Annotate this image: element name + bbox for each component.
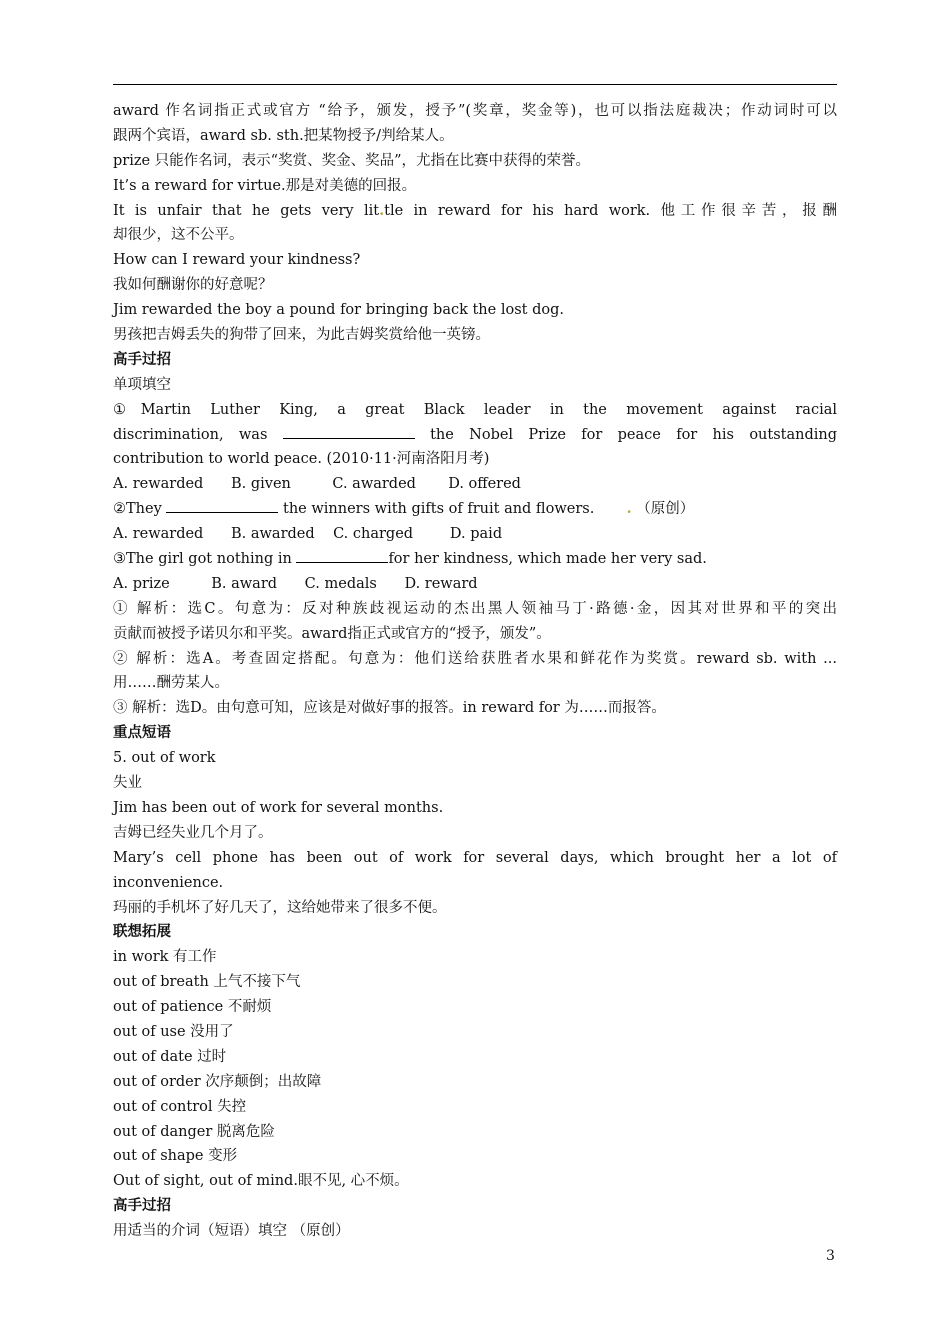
text-line: 失业: [113, 775, 142, 792]
question-line: [113, 547, 837, 572]
phrase-item: in work 有工作: [113, 949, 217, 966]
text-fragment: for her kindness, which made her very sad.: [388, 551, 707, 568]
page-body: [113, 99, 837, 1244]
answer-blank: [166, 498, 278, 513]
text-line: Jim rewarded the boy a pound for bringing back the lost dog.: [113, 302, 564, 319]
page-number: 3: [826, 1248, 835, 1264]
answer-options: A. rewarded B. given C. awarded D. offered: [113, 476, 521, 493]
answer-blank: [283, 424, 415, 439]
text-line: 玛丽的手机坏了好几天了，这给她带来了很多不便。: [113, 899, 447, 916]
analysis-line: ② 解析：选A。考查固定搭配。句意为：他们送给获胜者水果和鲜花作为奖赏。reward sb. with ...: [113, 650, 837, 667]
analysis-line: 用……酬劳某人。: [113, 675, 229, 692]
subsection-label: 单项填空: [113, 376, 171, 393]
text-line: Jim has been out of work for several months.: [113, 799, 444, 816]
text-fragment: It is unfair that he gets very lit: [113, 202, 380, 219]
text-line: How can I reward your kindness?: [113, 252, 361, 269]
section-heading: 联想拓展: [113, 923, 171, 941]
text-fragment: the winners with gifts of fruit and flowers.: [278, 501, 627, 518]
phrase-item: out of danger 脱离危险: [113, 1123, 275, 1140]
section-heading: 高手过招: [113, 350, 171, 368]
text-line: 却很少，这不公平。: [113, 227, 244, 244]
phrase-title: 5. out of work: [113, 750, 216, 767]
text-line: 男孩把吉姆丢失的狗带了回来，为此吉姆奖赏给他一英镑。: [113, 327, 490, 344]
text-fragment: tle in reward for his hard work. 他工作很辛苦，报酬: [384, 202, 837, 219]
phrase-item: out of order 次序颠倒；出故障: [113, 1073, 322, 1090]
question-line: [113, 423, 837, 448]
question-line: contribution to world peace. (2010·11·河南洛阳月考): [113, 451, 490, 468]
text-line: prize 只能作名词，表示“奖赏、奖金、奖品”，尤指在比赛中获得的荣誉。: [113, 152, 591, 169]
section-heading: 高手过招: [113, 1197, 171, 1215]
subsection-label: 用适当的介词（短语）填空 （原创）: [113, 1223, 350, 1240]
phrase-item: out of breath 上气不接下气: [113, 974, 301, 991]
answer-options: A. rewarded B. awarded C. charged D. paid: [113, 526, 503, 543]
analysis-line: 贡献而被授予诺贝尔和平奖。award指正式或官方的“授予，颁发”。: [113, 625, 551, 642]
answer-blank: [296, 548, 388, 563]
phrase-item: out of shape 变形: [113, 1148, 238, 1165]
phrase-item: out of patience 不耐烦: [113, 999, 272, 1016]
analysis-line: ① 解析：选C。句意为：反对种族歧视运动的杰出黑人领袖马丁·路德·金，因其对世界和平的突出: [113, 600, 837, 617]
answer-options: A. prize B. award C. medals D. reward: [113, 575, 478, 592]
analysis-line: ③ 解析：选D。由句意可知，应该是对做好事的报答。in reward for 为……而报答。: [113, 700, 666, 717]
text-fragment: ③The girl got nothing in: [113, 551, 297, 568]
text-line: It’s a reward for virtue.那是对美德的回报。: [113, 177, 417, 194]
text-fragment: discrimination, was: [113, 426, 283, 443]
text-line: Mary’s cell phone has been out of work for several days, which brought her a lot of: [113, 849, 837, 866]
text-line: [113, 199, 837, 224]
phrase-item: out of use 没用了: [113, 1023, 234, 1040]
text-line: 吉姆已经失业几个月了。: [113, 824, 273, 841]
question-line: ①Martin Luther King, a great Black leader in the movement against racial: [113, 401, 837, 418]
phrase-item: out of control 失控: [113, 1098, 247, 1115]
text-fragment: the Nobel Prize for peace for his outstanding: [414, 426, 837, 443]
mark-dot: .: [379, 201, 385, 219]
question-line: [113, 497, 837, 522]
text-line: 跟两个宾语，award sb. sth.把某物授予/判给某人。: [113, 127, 454, 144]
phrase-item: out of date 过时: [113, 1048, 227, 1065]
mark-dot: .: [626, 500, 632, 518]
text-fragment: ②They: [113, 501, 167, 518]
text-line: award 作名词指正式或官方 “给予，颁发，授予”(奖章，奖金等)，也可以指法庭裁决；作动词时可以: [113, 103, 837, 119]
header-rule: [113, 84, 837, 85]
text-line: 我如何酬谢你的好意呢？: [113, 277, 273, 294]
text-line: inconvenience.: [113, 874, 224, 891]
phrase-item: Out of sight, out of mind.眼不见, 心不烦。: [113, 1173, 409, 1190]
section-heading: 重点短语: [113, 724, 171, 742]
source-tag: （原创）: [631, 501, 695, 518]
